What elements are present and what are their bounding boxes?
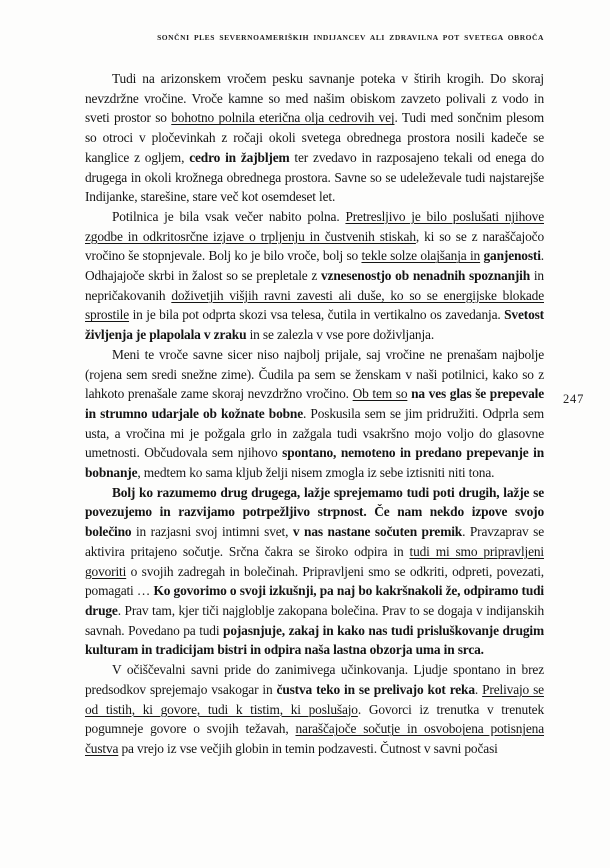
text-run-bold: Bolj ko razumemo drug drugega, lažje sprejemamo tudi poti drugih, lažje se povezujemo in razvijamo potrpežljivo strpnost. Če nam nekdo izpove svojo bolečino bbox=[85, 484, 544, 540]
text-run-bold: Ko govorimo o svoji izkušnji, pa naj bo kakršnakoli že, odpiramo tudi druge bbox=[85, 583, 544, 618]
text-run-normal: . Prav tam, kjer tiči najgloblje zakopana bolečina. Prav to se dogaja v indijanskih savnah. Povedano pa tudi bbox=[85, 602, 544, 638]
text-run-normal: in nepričakovanih bbox=[85, 268, 544, 303]
page-number: 247 bbox=[563, 392, 585, 406]
running-header: SONČNI PLES SEVERNOAMERIŠKIH INDIJANCEV ALI ZDRAVILNA POT SVETEGA OBROČA bbox=[157, 33, 544, 42]
text-run-bold: čustva teko in se prelivajo kot reka bbox=[276, 681, 475, 697]
text-run-underline: doživetjih višjih ravni zavesti ali duše, ko so se energijske blokade sprostile bbox=[85, 287, 544, 323]
paragraph bbox=[85, 483, 544, 660]
text-run-normal: pa vrejo iz vse večjih globin in temin podzavesti. Čutnost v savni počasi bbox=[118, 740, 498, 756]
text-run-normal: . Pravzaprav se aktivira pritajeno sočutje. Srčna čakra se široko odpira in bbox=[85, 524, 544, 559]
text-run-normal: V očiščevalni savni pride do zanimivega učinkovanja. Ljudje spontano in brez predsodkov sprejemajo vsakogar in bbox=[85, 662, 544, 697]
text-run-bold: na ves glas še prepevale in strumno udarjale ob kožnate bobne bbox=[85, 386, 544, 421]
text-run-normal: . bbox=[474, 681, 483, 697]
text-run-bold: spontano, nemoteno in predano prepevanje in bobnanje bbox=[85, 445, 544, 481]
text-run-underline: Ob tem so bbox=[352, 386, 408, 402]
text-run-bold: v nas nastane sočuten premik bbox=[292, 524, 463, 540]
text-run-underline: bohotno polnila eterična olja cedrovih vej bbox=[171, 110, 395, 126]
text-run-normal: in razjasni svoj intimni svet, bbox=[131, 524, 293, 540]
text-run-bold: Svetost življenja je plapolala v zraku bbox=[85, 307, 544, 343]
text-run-normal: Tudi na arizonskem vročem pesku savnanje poteka v štirih krogih. Do skoraj nevzdržne vročine. Vroče kamne so med našim obiskom zavzeto polivali z vodo in sveti prostor so bbox=[85, 71, 544, 126]
text-run-bold: ganjenosti bbox=[483, 248, 541, 264]
text-run-normal: , medtem ko sama kljub želji nisem zmogla iz sebe iztisniti niti tona. bbox=[137, 465, 495, 481]
text-run-normal: . Tudi med sončnim plesom so otroci v pločevinkah z ročaji okoli svetega obrednega prostora nosili kadeče se kanglice z ogljem, bbox=[85, 110, 544, 165]
text-run-underline: naraščajoče sočutje in osvobojena potisnjena čustva bbox=[85, 721, 545, 756]
text-run-normal: in se zalezla v vse pore doživljanja. bbox=[246, 327, 435, 343]
text-run-normal: in je bila pot odprta skozi vsa telesa, čutila in vertikalno os zavedanja. bbox=[129, 307, 505, 323]
paragraph bbox=[85, 660, 544, 759]
paragraph bbox=[85, 207, 544, 345]
text-run-bold: pojasnjuje, zakaj in kako nas tudi prisluškovanje drugim kulturam in tradicijam bistri in odpira naša lastna obzorja uma in srca. bbox=[85, 622, 544, 658]
text-run-normal: , ki so se z naraščajočo vročino še stopnjevale. Bolj ko je bilo vroče, bolj so bbox=[85, 228, 544, 264]
text-run-bold: cedro in žajbljem bbox=[189, 149, 290, 165]
paragraph bbox=[85, 69, 544, 207]
text-run-underline: tekle solze olajšanja in bbox=[361, 248, 481, 264]
text-run-underline: Pretresljivo je bilo poslušati njihove zgodbe in odkritosrčne izjave o trpljenju in čustvenih stiskah bbox=[85, 208, 544, 244]
text-run-bold: vznesenostjo ob nenadnih spoznanjih bbox=[321, 268, 531, 284]
text-run-normal: Meni te vroče savne sicer niso najbolj prijale, saj vročine ne prenašam najbolje (rojena sem sredi snežne zime). Čudila pa sem se ženskam v naši potilnici, kako so z lahkoto prenašale zame skoraj nevzdržno vročino. bbox=[85, 346, 544, 402]
text-run-normal: ter zvedavo in razposajeno tekali od enega do drugega in okoli krožnega obrednega prostora. Savne so se udeleževale tudi najstarejše Indijanke, starešine, stare več kot osemdeset let. bbox=[85, 149, 544, 205]
text-run-normal: . Odhajajoče skrbi in žalost so se prepletale z bbox=[85, 248, 544, 284]
text-run-normal: o svojih zadregah in bolečinah. Pripravljeni smo se odkriti, odpreti, povezati, pomagati … bbox=[85, 563, 544, 599]
text-run-normal: Potilnica je bila vsak večer nabito polna. bbox=[112, 208, 346, 224]
text-run-underline: tudi mi smo pripravljeni govoriti bbox=[85, 543, 544, 579]
body-text bbox=[85, 69, 544, 759]
paragraph bbox=[85, 345, 544, 483]
text-run-underline: Prelivajo se od tistih, ki govore, tudi k tistim, ki poslušajo bbox=[85, 681, 544, 717]
text-run-normal: . Govorci iz trenutka v trenutek pogumneje govore o svojih težavah, bbox=[85, 701, 544, 737]
text-run-normal: . Poskusila sem se jim pridružiti. Odprla sem usta, a vročina mi je požgala grlo in zažgala tudi vsakršno mojo voljo do glasovne umetnosti. Občudovala sem njihovo bbox=[85, 405, 544, 461]
